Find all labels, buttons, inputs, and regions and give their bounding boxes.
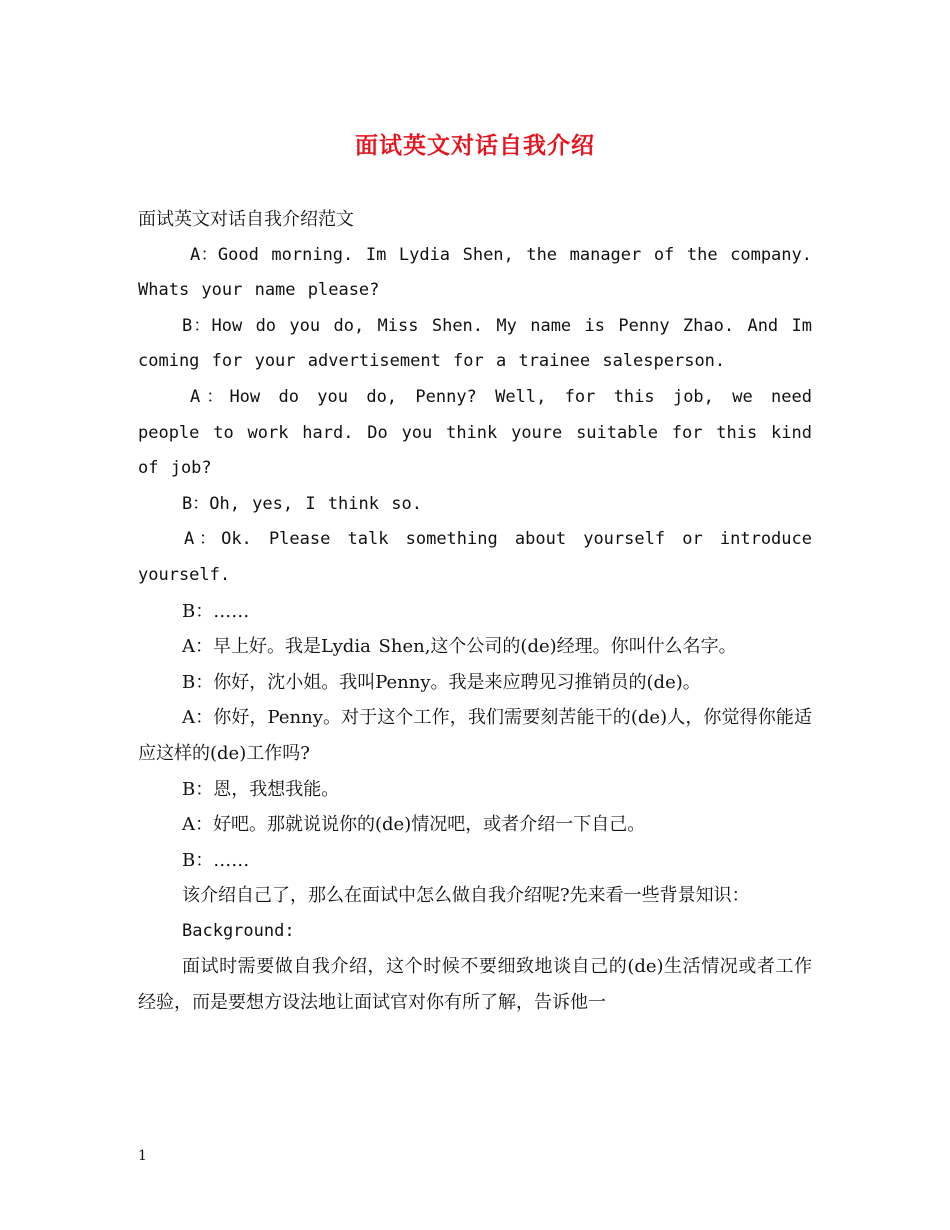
paragraph-translation-1: A：早上好。我是Lydia Shen,这个公司的(de)经理。你叫什么名字。 bbox=[182, 636, 737, 658]
paragraph-dialogue-4: B：Oh, yes, I think so. bbox=[182, 493, 422, 514]
paragraph-translation-2: B：你好，沈小姐。我叫Penny。我是来应聘见习推销员的(de)。 bbox=[182, 671, 701, 693]
paragraph-translation-3: A：你好，Penny。对于这个工作，我们需要刻苦能干的(de)人，你觉得你能适应这样的(de)工作吗? bbox=[138, 707, 812, 764]
document-body bbox=[138, 202, 812, 1021]
document-title: 面试英文对话自我介绍 bbox=[355, 132, 595, 159]
paragraph-translation-5: A：好吧。那就说说你的(de)情况吧，或者介绍一下自己。 bbox=[182, 814, 646, 836]
paragraph-background-label: Background: bbox=[182, 920, 295, 941]
paragraph-dialogue-6: B：…… bbox=[182, 600, 250, 622]
paragraph-dialogue-3: A：How do you do, Penny? Well, for this job, we need people to work hard. Do you think youre suitable for this kind of job? bbox=[138, 386, 812, 479]
paragraph-dialogue-2: B：How do you do, Miss Shen. My name is Penny Zhao. And Im coming for your advertisement for a trainee salesperson. bbox=[138, 315, 812, 372]
paragraph-background-text: 面试时需要做自我介绍，这个时候不要细致地谈自己的(de)生活情况或者工作经验，而是要想方设法地让面试官对你有所了解，告诉他一 bbox=[138, 956, 812, 1014]
paragraph-translation-4: B：恩，我想我能。 bbox=[182, 778, 340, 800]
paragraph-dialogue-5: A：Ok. Please talk something about yourself or introduce yourself. bbox=[138, 529, 812, 585]
paragraph-intro: 该介绍自己了，那么在面试中怎么做自我介绍呢?先来看一些背景知识： bbox=[182, 885, 750, 907]
paragraph-translation-6: B：…… bbox=[182, 849, 250, 871]
paragraph-dialogue-1: A：Good morning. Im Lydia Shen, the manager of the company. Whats your name please? bbox=[138, 244, 812, 301]
page-number: 1 bbox=[138, 1148, 147, 1164]
section-heading: 面试英文对话自我介绍范文 bbox=[138, 209, 354, 230]
